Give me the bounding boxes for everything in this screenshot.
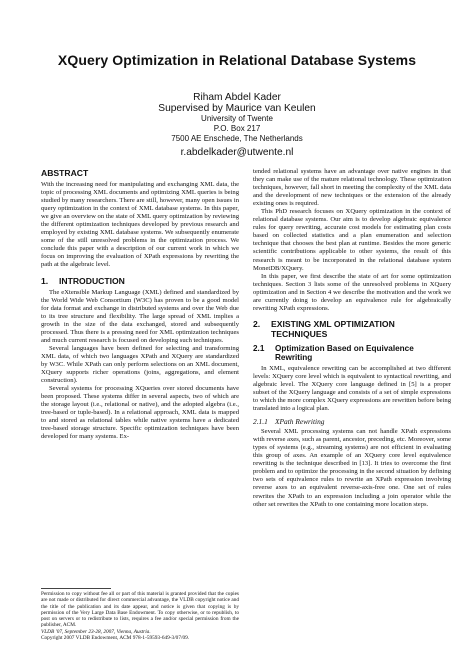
paragraph: This PhD research focuses on XQuery optimization in the context of relational database systems. Our aim is to develop algebraic equivalence rules for query rewriting, accurate cost models for estimating plan costs based on collected statistics and a plan enumeration and selection technique that chooses the best plan at runtime. Besides the more generic scientific contributions applicable to other systems, the result of this research is meant to be incorporated in the relational database system MonetDB/XQuery. bbox=[253, 208, 451, 272]
subsubsection-heading-xpath-rewriting bbox=[253, 417, 451, 426]
right-column bbox=[253, 168, 451, 509]
section-heading-introduction bbox=[41, 276, 239, 286]
conference-line: VLDB '07, September 23-28, 2007, Vienna, Austria. bbox=[41, 628, 151, 635]
section-title: EXISTING XML OPTIMIZATION TECHNIQUES bbox=[271, 318, 395, 339]
subsection-heading-equivalence-rewriting bbox=[253, 344, 451, 362]
paragraph: The eXtensible Markup Language (XML) defined and standardized by the World Wide Web Consortium (W3C) has proven to be a good model for data format and exchange in distributed systems and over the Web due to its tree structure and flexibility. The large spread of XML implies a growth in the size of the data exchanged, stored and subsequently processed. Thus there is a pressing need for XML optimization techniques and much current research is focused on developing such techniques. bbox=[41, 288, 239, 344]
left-column bbox=[41, 168, 239, 441]
paragraph: Several XML processing systems can not handle XPath expressions with reverse axes, such as parent, ancestor, preceding, etc. Moreover, some types of systems (e.g., streaming systems) are not efficient in evaluating this group of axes. An example of an XQuery core level equivalence rewriting is the technique described in [13]. It tries to overcome the first problem and to optimize the processing in the second situation by defining two sets of equivalence rules to rewrite an XPath expression involving reverse axes to an equivalent reverse-axis-free one. One set of rules rewrites the XPath to an expression including a join operator while the other set rewrites the XPath to one containing more location steps. bbox=[253, 428, 451, 508]
section-number: 2. bbox=[253, 318, 261, 329]
institution: University of Twente bbox=[201, 114, 273, 123]
permission-notice: Permission to copy without fee all or part of this material is granted provided that the copies are not made or distributed for direct commercial advantage, the VLDB copyright notice and the title of the publication and its date appear, and notice is given that copying is by permission of the Very Large Data Base Endowment. To copy otherwise, or to republish, to post on servers or to redistribute to lists, requires a fee and/or special permission from the publisher, ACM. bbox=[41, 591, 239, 629]
copyright-line: Copyright 2007 VLDB Endowment, ACM 978-1-59593-649-3/07/09. bbox=[41, 635, 190, 642]
section-number: 1. bbox=[41, 275, 49, 286]
city-address: 7500 AE Enschede, The Netherlands bbox=[171, 134, 303, 143]
footnote-divider bbox=[41, 588, 111, 589]
po-box: P.O. Box 217 bbox=[213, 124, 261, 133]
supervisor-line: Supervised by Maurice van Keulen bbox=[158, 103, 316, 114]
paragraph: In this paper, we first describe the state of art for some optimization techniques. Section 3 lists some of the unresolved problems in XQuery optimization and in Section 4 we describe the motivation and the work we are currently doing to develop an equivalence rule for algebraically rewriting XPath expressions. bbox=[253, 272, 451, 312]
subsubsection-number: 2.1.1 bbox=[253, 417, 268, 427]
abstract-text: With the increasing need for manipulating and exchanging XML data, the topic of processing XML documents and optimizing XML queries is being studied by many researchers. There are still, however, many open issues in query optimization in the context of XML database systems. In this paper, we give an overview on the state of XML query optimization by reviewing the different optimization techniques developed by previous research and employed by existing XML database systems. We subsequently enumerate some of the still unresolved problems in the optimization process. We conclude this paper with a description of our current work in which we focus on improving the evaluation of XPath expressions by rewriting the path at the algebraic level. bbox=[41, 181, 239, 269]
paragraph: Several languages have been defined for selecting and transforming XML data, of which two languages XPath and XQuery are standardized by W3C. While XPath can only perform selections on an XML document, XQuery supports richer operations (joins, aggregations, and element construction). bbox=[41, 344, 239, 385]
copyright-footnote bbox=[41, 591, 239, 641]
subsubsection-title: XPath Rewriting bbox=[275, 417, 325, 427]
author-email[interactable]: r.abdelkader@utwente.nl bbox=[180, 147, 294, 158]
paragraph: tended relational systems have an advantage over native engines in that they can make use of the mature relational technology. These optimization techniques, however, fall short in meeting the complexity of the XML data and the development of new techniques or the extension of the already existing ones is required. bbox=[253, 168, 451, 208]
subsection-number: 2.1 bbox=[253, 343, 265, 353]
paper-title: XQuery Optimization in Relational Database Systems bbox=[57, 52, 417, 68]
author-block bbox=[0, 92, 474, 159]
abstract-heading: ABSTRACT bbox=[41, 168, 89, 178]
section-heading-existing-techniques bbox=[253, 319, 451, 339]
author-name: Riham Abdel Kader bbox=[193, 92, 281, 103]
paragraph: In XML, equivalence rewriting can be accomplished at two different levels: XQuery core level which is equivalent to syntactical rewriting, and algebraic level. The XQuery core language defined in [5] is a proper subset of the XQuery language and consists of a set of simple expressions to which the more complex XQuery expressions are rewritten before being translated into a logical plan. bbox=[253, 364, 451, 413]
section-title: INTRODUCTION bbox=[59, 275, 125, 286]
paragraph: Several systems for processing XQueries over stored documents have been proposed. These systems differ in several aspects, two of which are the storage layout (i.e., relational or native), and the adopted algebra (i.e., tree-based or tuple-based). In a relational approach, XML data is mapped to and stored as relational tables while native systems have a dedicated tree-based storage structure. Specific optimization techniques have been developed for many systems. Ex- bbox=[41, 385, 239, 441]
subsection-title: Optimization Based on Equivalence Rewriting bbox=[275, 343, 414, 362]
